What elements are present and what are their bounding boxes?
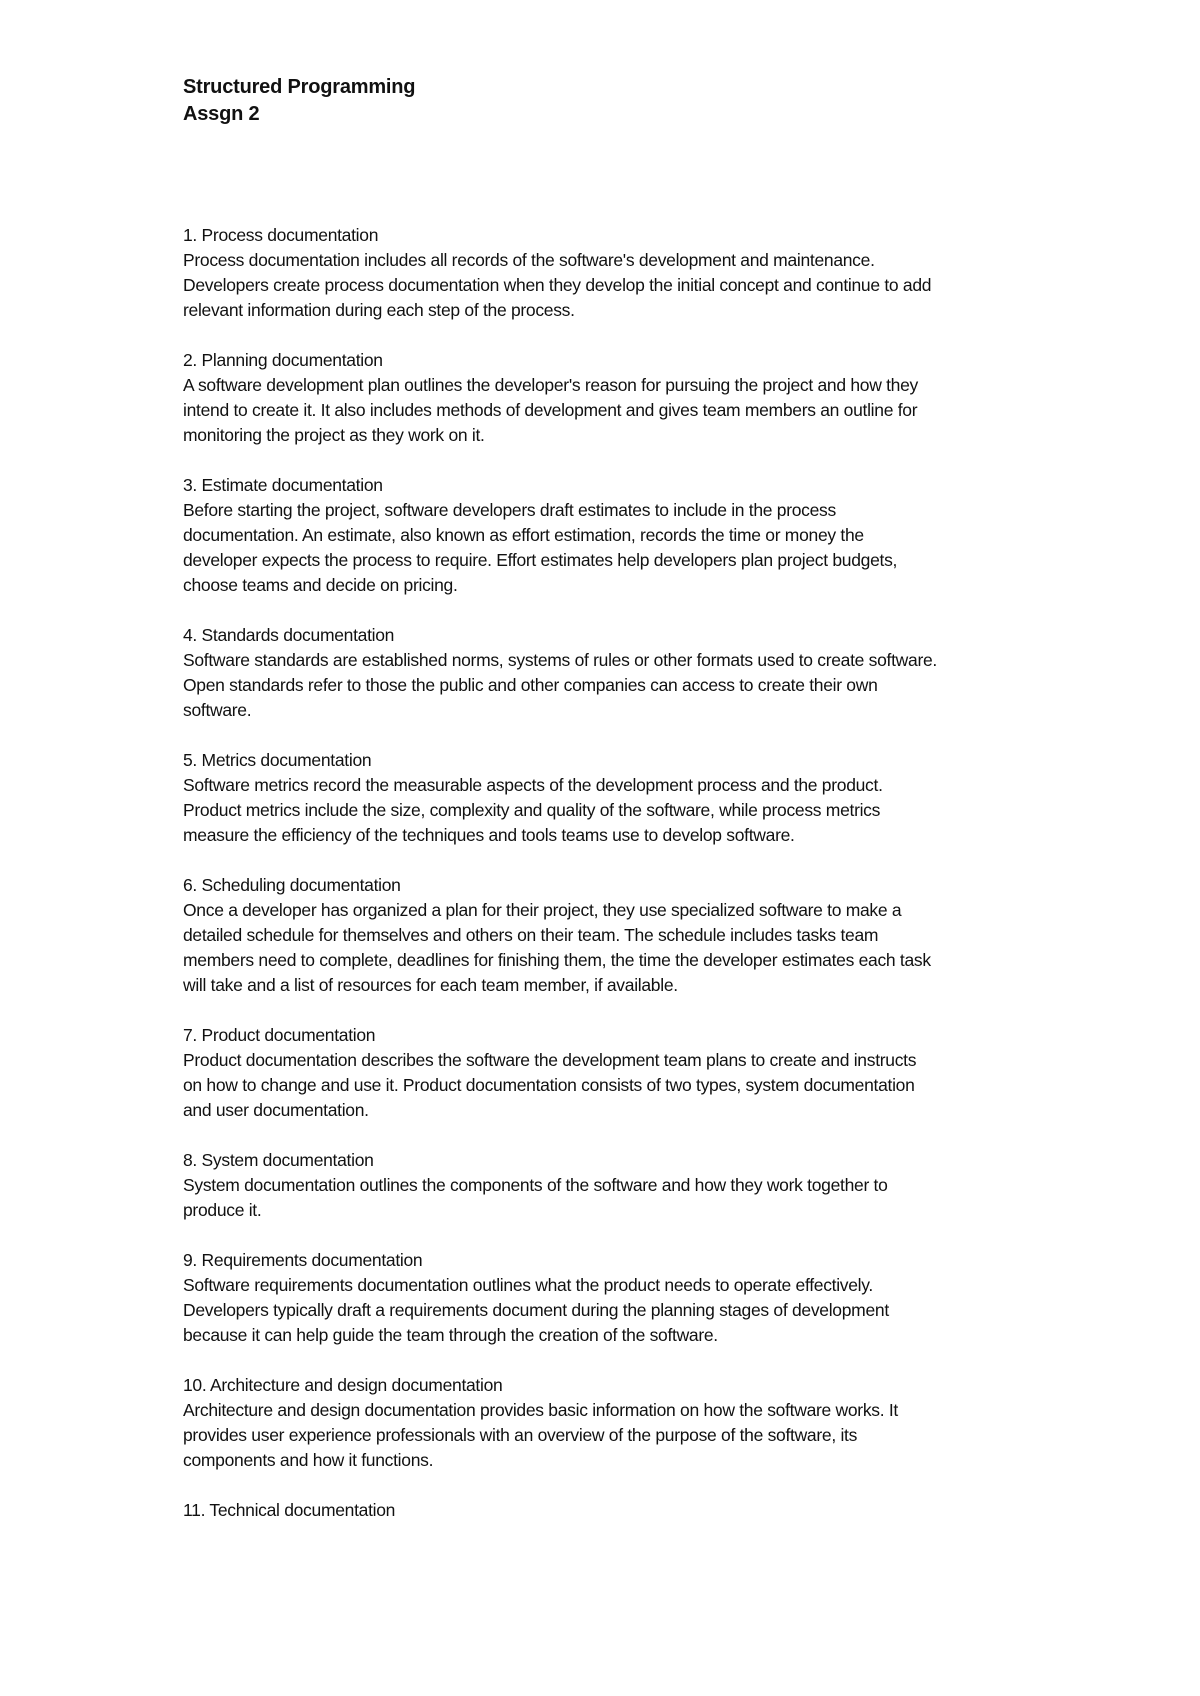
section-body-line: A software development plan outlines the developer's reason for pursuing the project and how they [183,375,918,395]
section-body-line: Architecture and design documentation provides basic information on how the software works. It [183,1400,898,1420]
section-heading: 4. Standards documentation [183,625,395,645]
section-heading: 9. Requirements documentation [183,1250,423,1270]
section-body-line: Software metrics record the measurable aspects of the development process and the product. [183,775,883,795]
section-body-line: documentation. An estimate, also known as effort estimation, records the time or money the [183,525,864,545]
section [183,223,1083,323]
section-heading: 1. Process documentation [183,225,379,245]
section-body-line: Open standards refer to those the public and other companies can access to create their own [183,675,878,695]
section-body-line: Before starting the project, software developers draft estimates to include in the process [183,500,836,520]
section-body-line: members need to complete, deadlines for finishing them, the time the developer estimates each task [183,950,931,970]
section-body-line: produce it. [183,1200,262,1220]
section-body-line: monitoring the project as they work on it. [183,425,485,445]
section-body-line: developer expects the process to require. Effort estimates help developers plan project budgets, [183,550,898,570]
section [183,748,1083,848]
section-body-line: Product metrics include the size, complexity and quality of the software, while process metrics [183,800,881,820]
section [183,348,1083,448]
section-heading: 3. Estimate documentation [183,475,383,495]
section-body-line: on how to change and use it. Product documentation consists of two types, system documentation [183,1075,915,1095]
section-body-line: intend to create it. It also includes methods of development and gives team members an outline for [183,400,918,420]
section [183,473,1083,598]
section-heading: 11. Technical documentation [183,1500,396,1520]
section-body-line: and user documentation. [183,1100,369,1120]
section-heading: 7. Product documentation [183,1025,376,1045]
section-body-line: Product documentation describes the software the development team plans to create and instructs [183,1050,917,1070]
section-body-line: choose teams and decide on pricing. [183,575,458,595]
section-heading: 5. Metrics documentation [183,750,372,770]
section-body-line: components and how it functions. [183,1450,434,1470]
section-body-line: will take and a list of resources for each team member, if available. [183,975,678,995]
section-body-line: because it can help guide the team through the creation of the software. [183,1325,718,1345]
section-heading: 6. Scheduling documentation [183,875,401,895]
section-body-line: relevant information during each step of the process. [183,300,575,320]
section [183,1148,1083,1223]
section [183,1498,1083,1523]
section-body-line: Developers typically draft a requirements document during the planning stages of development [183,1300,889,1320]
section [183,1373,1083,1473]
sections-list [183,223,1083,1523]
section-heading: 10. Architecture and design documentation [183,1375,503,1395]
document-subtitle: Assgn 2 [183,103,260,125]
document-content [183,74,1083,1548]
section-body-line: software. [183,700,252,720]
document-title: Structured Programming [183,76,416,98]
section [183,623,1083,723]
section-body-line: Software standards are established norms, systems of rules or other formats used to create software. [183,650,937,670]
section [183,873,1083,998]
section-body-line: provides user experience professionals with an overview of the purpose of the software, its [183,1425,858,1445]
section-body-line: Process documentation includes all records of the software's development and maintenance. [183,250,875,270]
section-body-line: Software requirements documentation outlines what the product needs to operate effectively. [183,1275,873,1295]
section [183,1023,1083,1123]
section-body-line: System documentation outlines the components of the software and how they work together to [183,1175,888,1195]
section-heading: 2. Planning documentation [183,350,383,370]
section-body-line: Once a developer has organized a plan for their project, they use specialized software to make a [183,900,902,920]
section-heading: 8. System documentation [183,1150,374,1170]
section-body-line: measure the efficiency of the techniques and tools teams use to develop software. [183,825,795,845]
section-body-line: Developers create process documentation when they develop the initial concept and continue to add [183,275,932,295]
section [183,1248,1083,1348]
section-body-line: detailed schedule for themselves and others on their team. The schedule includes tasks team [183,925,879,945]
